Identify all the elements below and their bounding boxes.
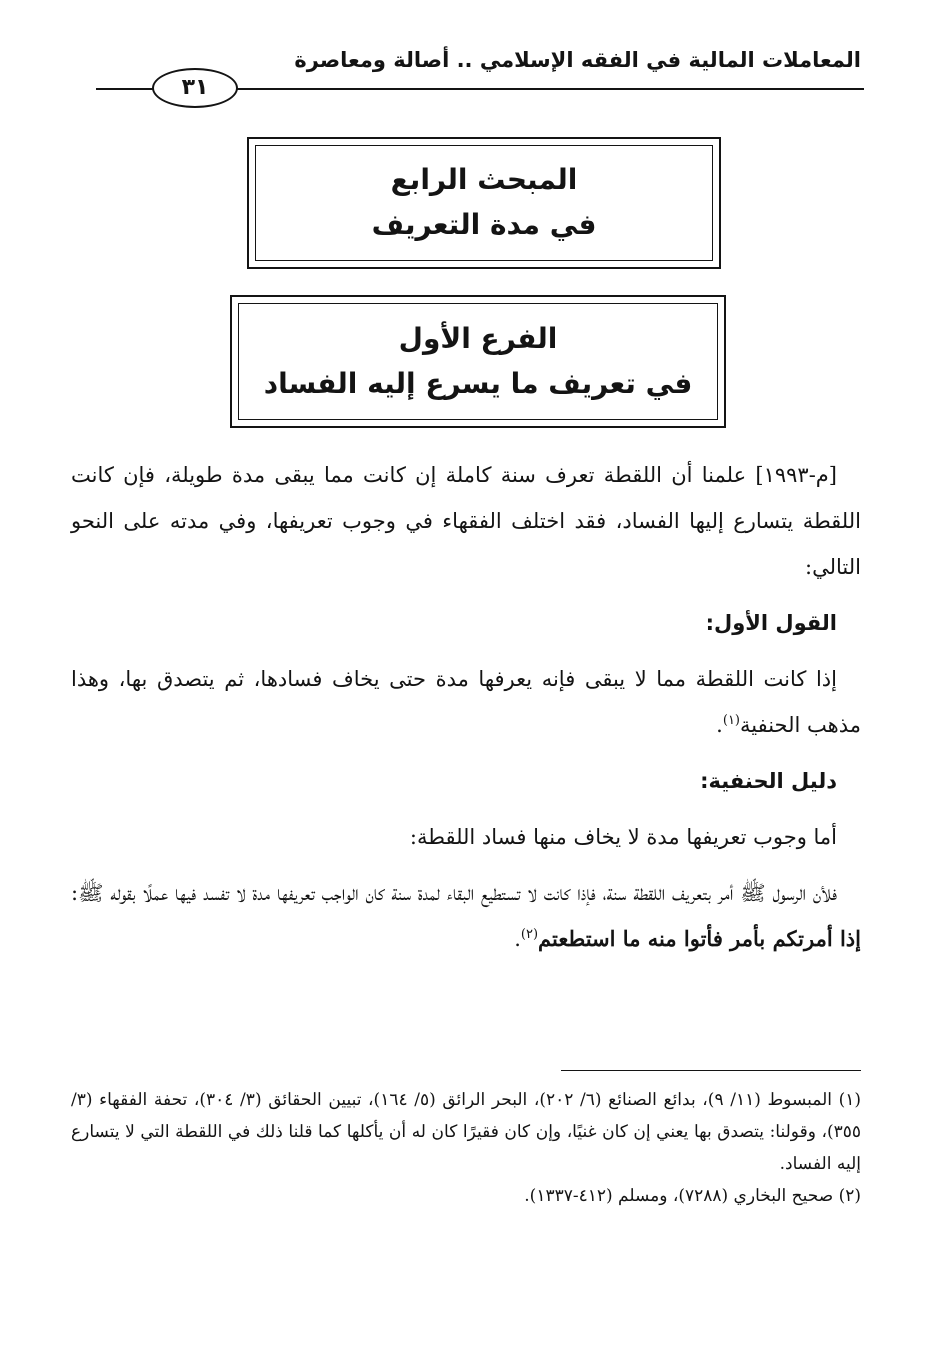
evidence-intro-paragraph: أما وجوب تعريفها مدة لا يخاف منها فساد اللقطة: [409,825,837,849]
footnote-ref-1: (١) [722,713,740,728]
section-heading-line-2: في مدة التعريف [371,208,597,241]
section-heading-line-1: المبحث الرابع [390,163,578,197]
subsection-heading-inner [238,303,718,420]
body-text [71,452,861,972]
page-number-badge: ٣١ [152,68,238,108]
footnote-ref-2: (٢) [520,927,539,942]
footnote-divider [561,1070,861,1071]
running-header-title: المعاملات المالية في الفقه الإسلامي .. أصالة ومعاصرة [294,48,861,72]
first-opinion-text: إذا كانت اللقطة مما لا يبقى فإنه يعرفها مدة حتى يخاف فسادها، ثم يتصدق بها، وهذا مذهب الحنفية [71,667,861,737]
first-opinion-end: . [716,713,723,737]
subsection-heading-frame [230,295,726,428]
subsection-heading-line-2: في تعريف ما يسرع إليه الفساد [263,366,693,400]
hadith-quote: إذا أمرتكم بأمر فأتوا منه ما استطعتم [538,926,861,951]
footnote-2: (٢) صحيح البخاري (٧٢٨٨)، ومسلم (٤١٢-١٣٣٧). [524,1186,861,1206]
section-heading-frame [247,137,721,269]
intro-paragraph: [م-١٩٩٣] علمنا أن اللقطة تعرف سنة كاملة إن كانت مما يبقى مدة طويلة، فإن كانت اللقطة يتسارع إليها الفساد، فقد اختلف الفقهاء في وجوب تعريفها، وفي مدته على النحو التالي: [71,463,861,579]
first-opinion-heading: القول الأول: [705,611,837,635]
footnote-1: (١) المبسوط (١١/ ٩)، بدائع الصنائع (٦/ ٢٠٢)، البحر الرائق (٥/ ١٦٤)، تبيين الحقائق (٣/ ٣٠٤)، تحفة الفقهاء (٣/ ٣٥٥)، وقولنا: يتصدق بها يعني إن كان غنيًا، وإن كان فقيرًا كان له أن يأكلها كما قلنا ذلك في اللقطة التي لا يتسارع إليه الفساد. [71,1090,862,1174]
evidence-text: فلأن الرسول ﷺ أمر بتعريف اللقطة سنة، فإذا كانت لا تستطيع البقاء لمدة سنة كان الواجب تعريفها مدة لا تفسد فيها عملًا بقوله ﷺ: [71,881,837,905]
evidence-end: . [514,927,521,951]
evidence-paragraph [71,870,861,962]
section-heading-inner [255,145,713,261]
footnotes [71,1084,861,1212]
subsection-heading-line-1: الفرع الأول [398,321,558,355]
first-opinion-paragraph [71,656,861,748]
evidence-heading: دليل الحنفية: [700,769,837,793]
